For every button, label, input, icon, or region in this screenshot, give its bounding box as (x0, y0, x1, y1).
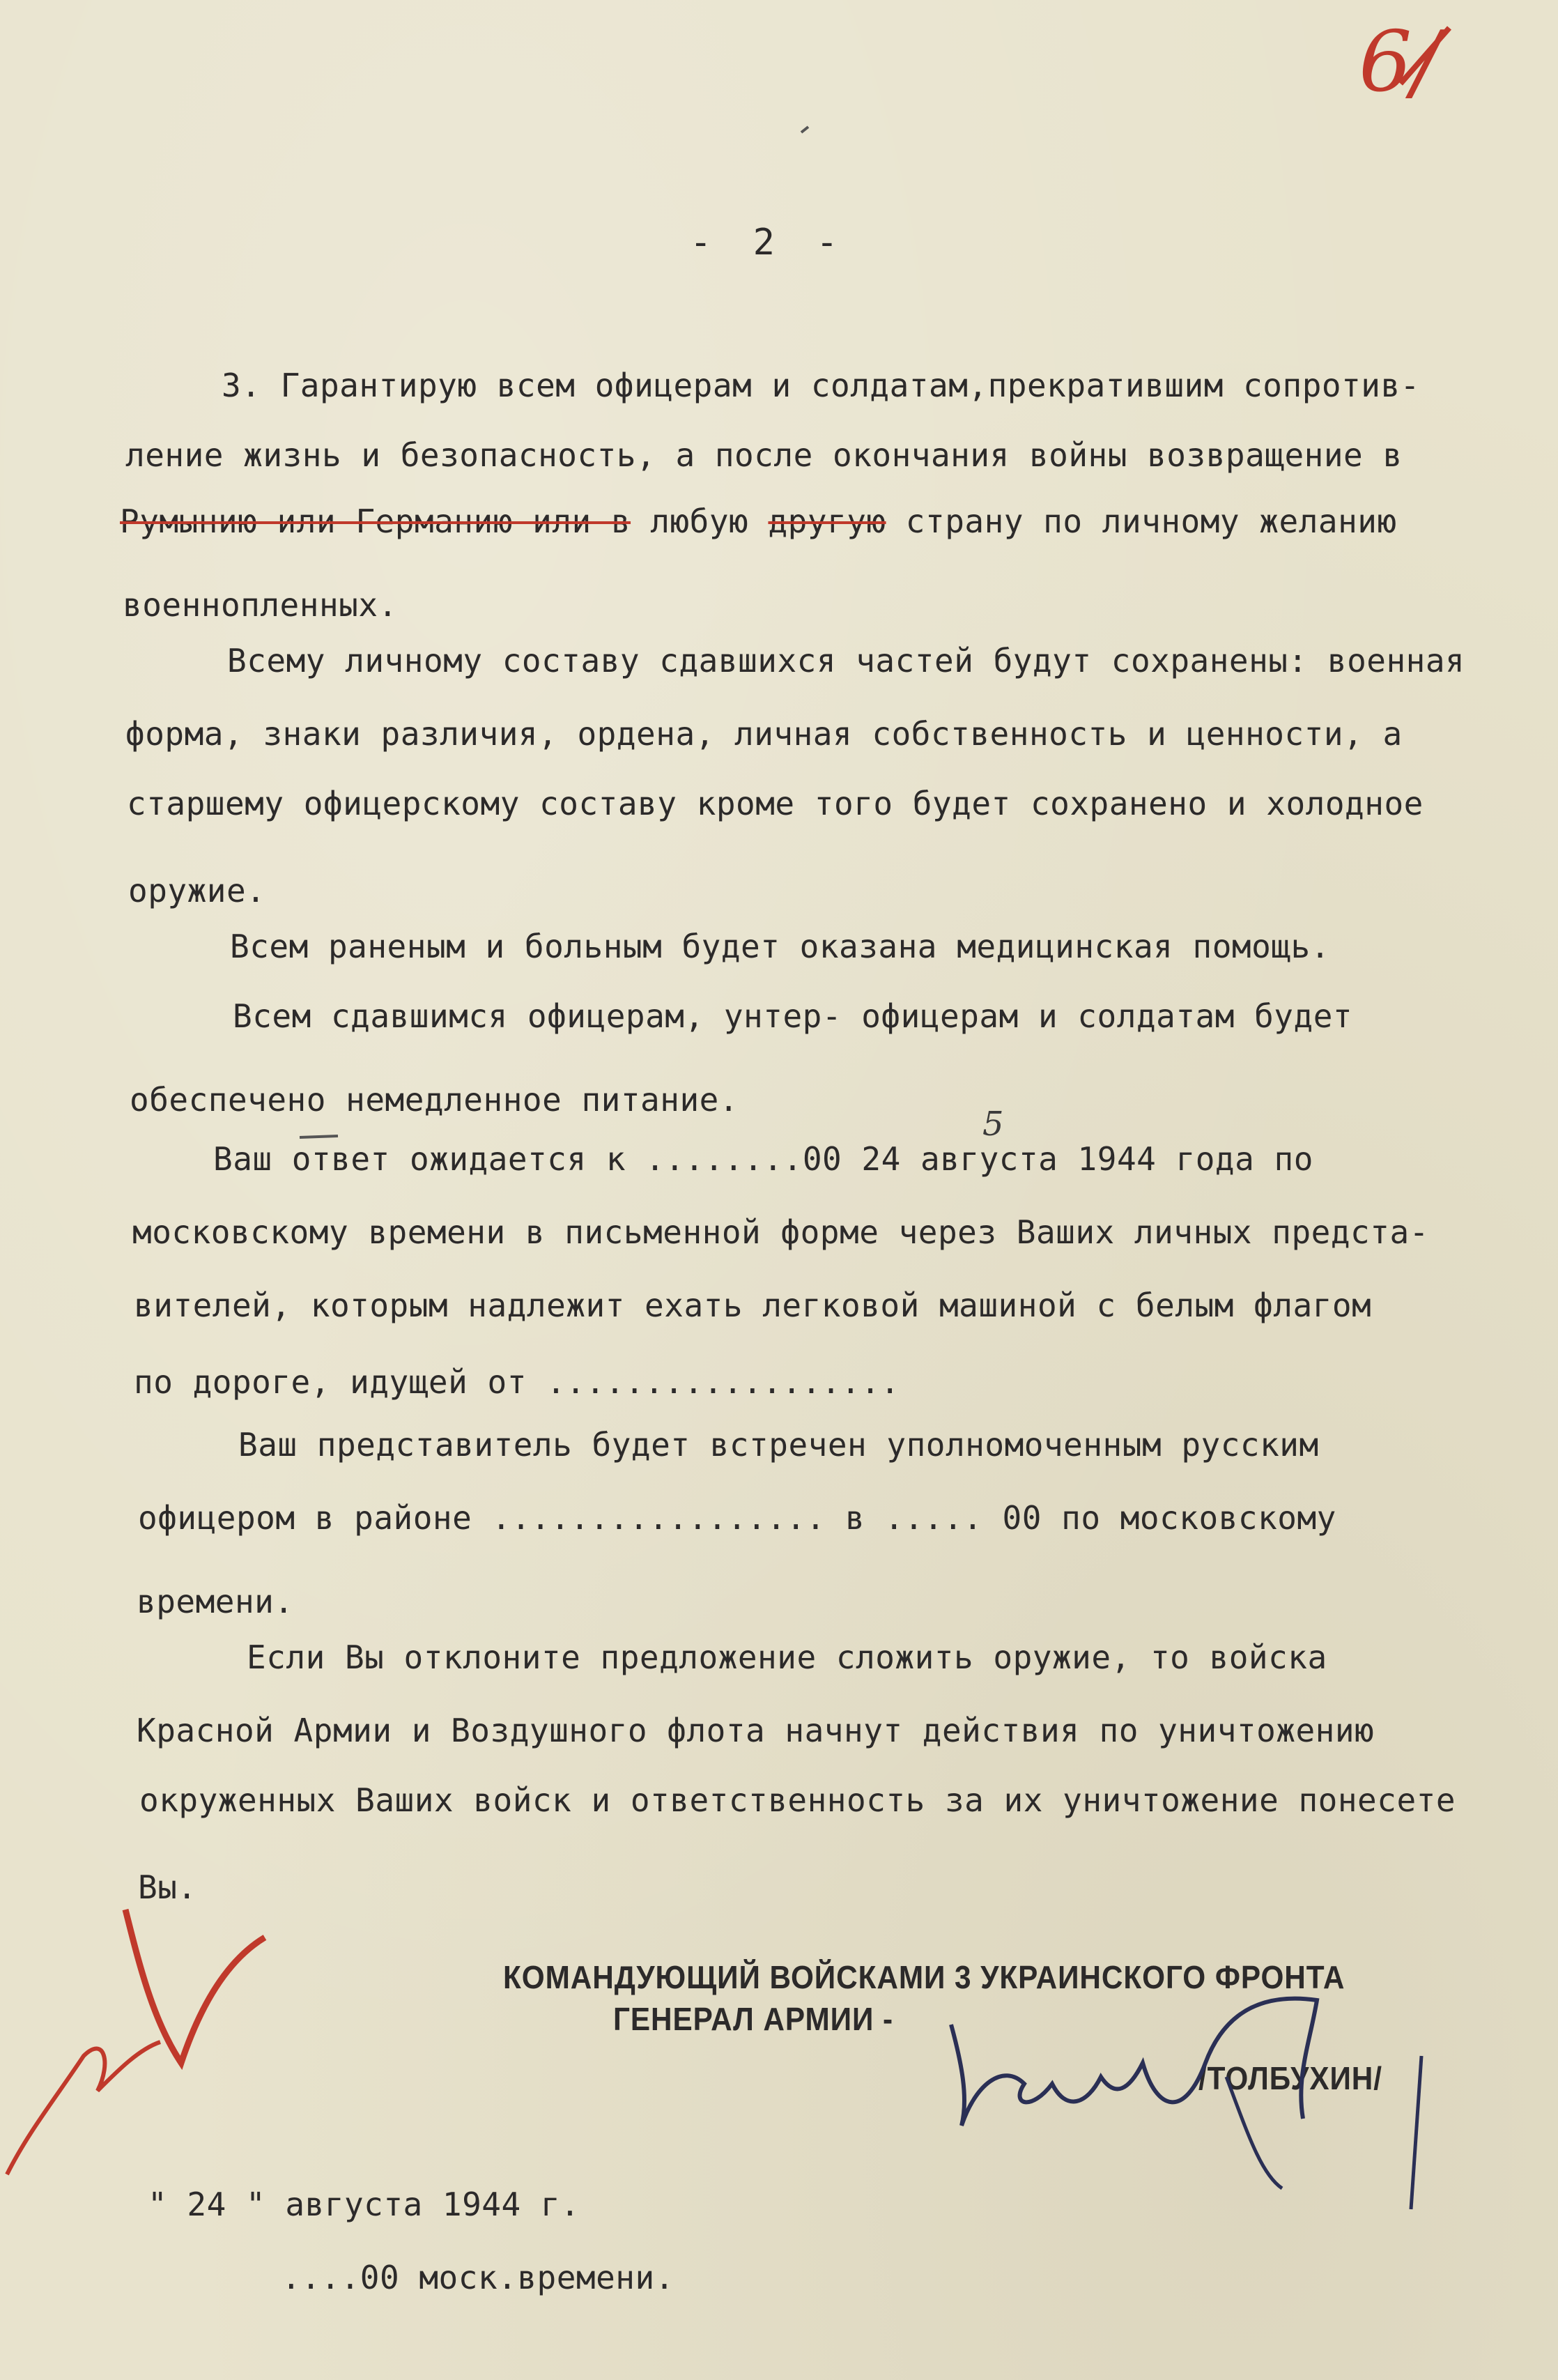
pen-dash (300, 1136, 338, 1137)
text-line: Всем раненым и больным будет оказана медицинская помощь. (230, 928, 1330, 965)
struck-text: Румынию или Германию или в (120, 502, 631, 540)
signatory-name: /ТОЛБУХИН/ (1198, 2060, 1382, 2096)
text-fragment: страну по личному желанию (886, 502, 1397, 540)
text-line: ление жизнь и безопасность, а после окончания войны возвращение в (125, 436, 1403, 474)
date-line: " 24 " августа 1944 г. (148, 2186, 580, 2223)
text-line: по дороге, идущей от .................. (134, 1363, 900, 1401)
red-margin-scribble (7, 2042, 160, 2174)
text-line: Всему личному составу сдавшихся частей будут сохранены: военная (227, 642, 1465, 680)
text-line: вителей, которым надлежит ехать легковой машиной с белым флагом (134, 1287, 1372, 1324)
text-line: времени. (137, 1583, 294, 1620)
signatory-rank: ГЕНЕРАЛ АРМИИ - (613, 2001, 894, 2037)
handwritten-page-number: 6/ (1359, 14, 1440, 111)
red-slash-mark (1401, 28, 1449, 84)
text-line: военнопленных. (123, 586, 398, 624)
red-check-mark (125, 1910, 265, 2063)
text-fragment: любую (631, 502, 769, 540)
text-line: форма, знаки различия, ордена, личная собственность и ценности, а (125, 715, 1403, 753)
pen-mark (801, 127, 808, 132)
struck-text: другую (768, 502, 886, 540)
time-line: ....00 моск.времени. (281, 2259, 674, 2296)
signature-stroke (1411, 2056, 1421, 2209)
text-line: Ваш ответ ожидается к ........00 24 августа 1944 года по (213, 1140, 1313, 1178)
text-line: 3. Гарантирую всем офицерам и солдатам,прекратившим сопротив- (222, 367, 1420, 404)
text-line: Если Вы отклоните предложение сложить оружие, то войска (247, 1638, 1327, 1676)
page-number: - 2 - (690, 222, 848, 263)
signature-stroke (951, 1999, 1317, 2126)
text-line: Ваш представитель будет встречен уполномоченным русским (238, 1426, 1319, 1464)
text-line: окруженных Ваших войск и ответственность за их уничтожение понесете (139, 1781, 1456, 1819)
text-line: московскому времени в письменной форме через Ваших личных предста- (132, 1213, 1429, 1251)
signatory-title: КОМАНДУЮЩИЙ ВОЙСКАМИ 3 УКРАИНСКОГО ФРОНТА (503, 1959, 1345, 1995)
text-line: офицером в районе ................. в ..... 00 по московскому (138, 1499, 1336, 1537)
text-line: Вы. (138, 1868, 197, 1906)
text-line: старшему офицерскому составу кроме того будет сохранено и холодное (127, 785, 1424, 822)
text-line: Красной Армии и Воздушного флота начнут действия по уничтожению (137, 1712, 1375, 1749)
handwritten-correction: 5 (982, 1105, 1004, 1144)
text-line: оружие. (128, 872, 266, 909)
text-line: обеспечено немедленное питание. (130, 1081, 739, 1119)
text-line: Всем сдавшимся офицерам, унтер- офицерам и солдатам будет (233, 997, 1353, 1035)
signature-stroke (1226, 2077, 1282, 2188)
